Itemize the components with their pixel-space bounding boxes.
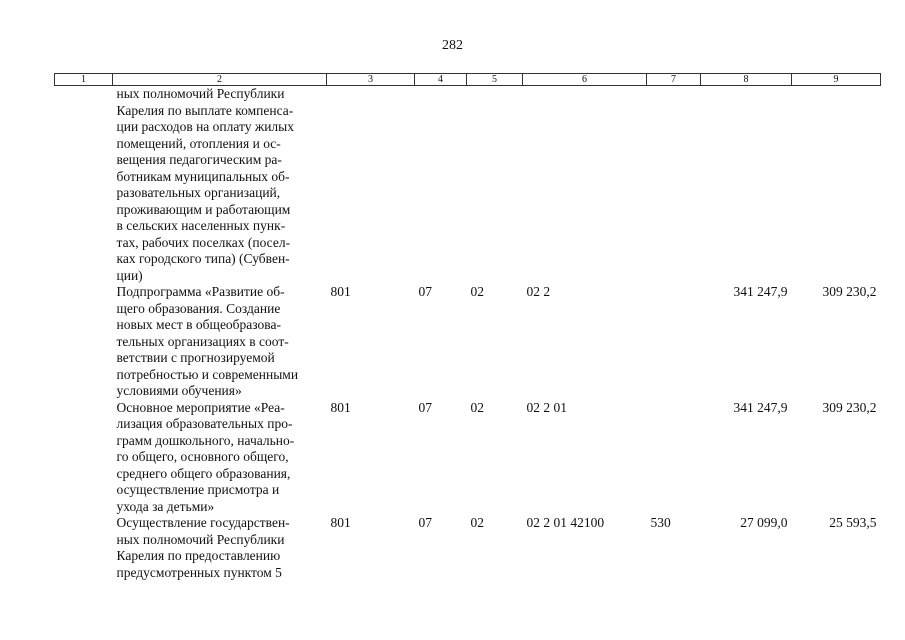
table-row-state-powers-row [55,515,881,581]
name-line: Карелия по предоставлению [116,548,281,563]
cell-amount-year1: 341 247,9 [733,399,788,415]
header-col-7: 7 [647,74,701,86]
cell-name [113,515,327,581]
cell-section [415,86,467,285]
cell-amount-year2: 25 593,5 [829,515,877,530]
cell-ministry-code: 801 [330,284,351,299]
cell-col-1 [55,86,113,285]
name-line: щего образования. Создание [116,300,281,316]
table-row-continued-row [55,86,881,285]
name-line: ных полномочий Республики [116,86,285,101]
name-line: новых мест в общеобразова- [116,317,281,332]
header-col-1: 1 [55,74,113,86]
name-line: предусмотренных пунктом 5 [116,564,282,580]
cell-ministry-code: 801 [330,515,351,530]
cell-subsection [467,86,523,285]
cell-amount-year2: 309 230,2 [822,284,877,299]
name-line: лизация образовательных про- [116,416,293,431]
cell-section: 07 [418,399,432,415]
name-line: грамм дошкольного, начально- [116,432,295,448]
cell-target-article: 02 2 01 [526,399,567,415]
cell-target-article: 02 2 [526,284,551,299]
header-col-3: 3 [327,74,415,86]
name-line: ках городского типа) (Субвен- [116,251,290,266]
cell-section: 07 [418,284,432,299]
name-line: в сельских населенных пунк- [116,218,286,233]
cell-amount-year1 [701,86,792,285]
name-line: ции) [116,267,143,283]
header-col-8: 8 [701,74,792,86]
column-number-header [55,74,881,86]
name-line: осуществление присмотра и [116,482,280,497]
table-row-main-activity-row [55,400,881,516]
cell-amount-year2 [792,86,881,285]
cell-ministry-code: 801 [330,399,351,415]
header-col-5: 5 [467,74,523,86]
cell-amount-year1: 341 247,9 [733,284,788,299]
name-line: потребностью и современными [116,366,299,382]
name-line: вещения педагогическим ра- [116,152,282,167]
cell-target-article [523,86,647,285]
name-line: условиями обучения» [116,383,242,398]
cell-subsection: 02 [470,515,484,530]
name-line: го общего, основного общего, [116,449,289,464]
cell-subsection: 02 [470,284,484,299]
name-line: Осуществление государствен- [116,515,290,530]
name-line: ции расходов на оплату жилых [116,119,294,134]
name-line: Подпрограмма «Развитие об- [116,284,285,299]
cell-amount-year1: 27 099,0 [740,515,788,530]
header-col-6: 6 [523,74,647,86]
name-line: тах, рабочих поселках (посел- [116,234,291,250]
budget-table [54,73,881,581]
header-col-2: 2 [113,74,327,86]
name-line: ных полномочий Республики [116,531,285,547]
cell-target-article: 02 2 01 42100 [526,515,605,530]
cell-expense-type [647,86,701,285]
header-col-9: 9 [792,74,881,86]
cell-name [113,284,327,400]
cell-col-1 [55,515,113,581]
cell-subsection: 02 [470,399,484,415]
table-row-subprogram-row [55,284,881,400]
name-line: тельных организациях в соот- [116,333,289,349]
cell-expense-type [647,284,701,400]
page-number: 282 [442,38,463,53]
name-line: проживающим и работающим [116,201,291,217]
cell-amount-year2: 309 230,2 [822,399,877,415]
name-line: ветствии с прогнозируемой [116,350,275,365]
name-line: среднего общего образования, [116,465,291,481]
cell-name [113,400,327,516]
cell-expense-type [647,400,701,516]
name-line: Основное мероприятие «Реа- [116,399,285,415]
name-line: разовательных организаций, [116,185,281,200]
header-col-4: 4 [415,74,467,86]
table-body [55,86,881,582]
name-line: помещений, отопления и ос- [116,135,281,151]
name-line: ухода за детьми» [116,498,215,514]
cell-expense-type: 530 [650,515,671,530]
cell-ministry-code [327,86,415,285]
cell-col-1 [55,284,113,400]
cell-name [113,86,327,285]
name-line: Карелия по выплате компенса- [116,102,294,118]
cell-section: 07 [418,515,432,530]
name-line: ботникам муниципальных об- [116,168,290,184]
cell-col-1 [55,400,113,516]
